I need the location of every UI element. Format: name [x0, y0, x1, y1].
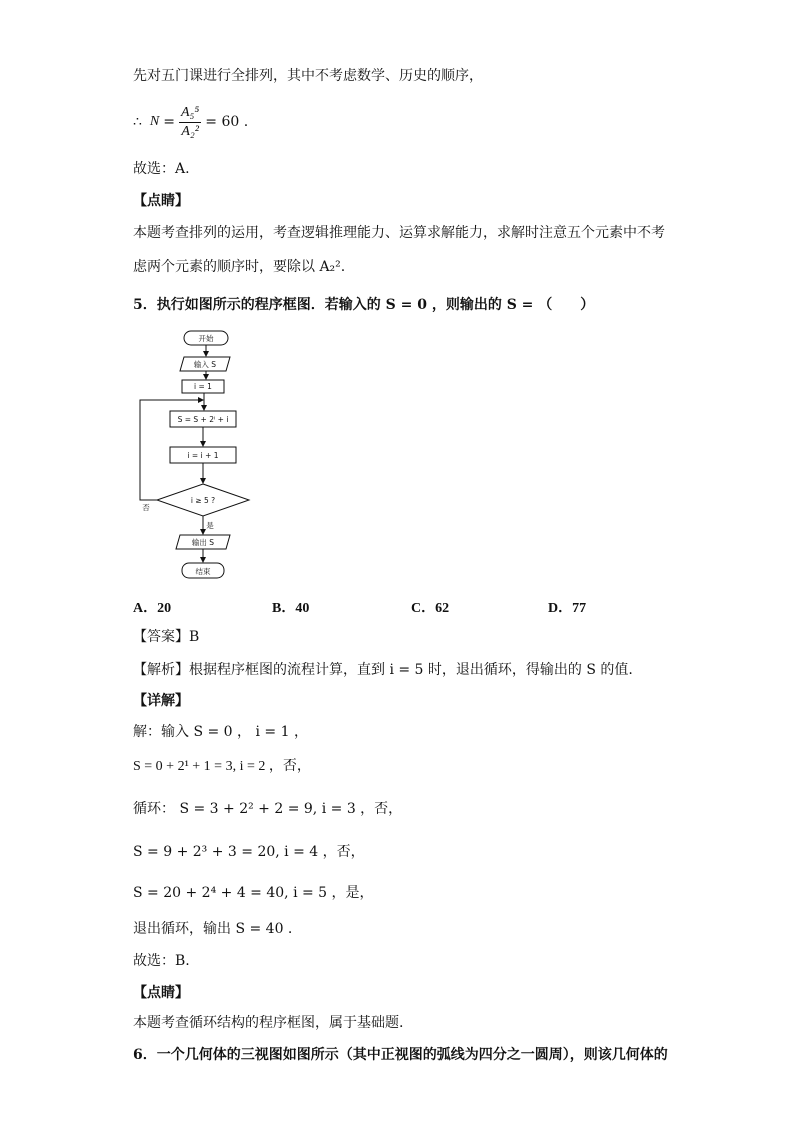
fraction-denominator: A₂²	[181, 123, 199, 139]
eq-equals: =	[163, 114, 175, 130]
answer-options	[133, 597, 693, 617]
update-s-label: S = S + 2ⁱ + i	[177, 415, 229, 424]
fraction	[179, 104, 201, 141]
start-label: 开始	[198, 334, 214, 343]
question-6: 6．一个几何体的三视图如图所示（其中正视图的弧线为四分之一圆周），则该几何体的	[133, 1047, 668, 1063]
equation-n	[133, 100, 248, 144]
end-label: 结束	[195, 567, 211, 576]
section-heading: 【点睛】	[133, 985, 189, 1001]
therefore-symbol: ∴	[133, 114, 142, 130]
solution-line: 解：输入 S = 0 ， i = 1 ，	[133, 724, 308, 740]
text-line: 虑两个元素的顺序时，要除以 A₂².	[133, 259, 346, 275]
section-heading: 【详解】	[133, 693, 189, 709]
input-label: 输入 S	[193, 360, 217, 369]
solution-line: S = 20 + 2⁴ + 4 = 40, i = 5 ，是，	[133, 885, 374, 901]
text-line: 先对五门课进行全排列，其中不考虑数学、历史的顺序，	[133, 68, 483, 84]
solution-line: S = 0 + 2¹ + 1 = 3, i = 2 ，否，	[133, 759, 311, 774]
text-line: 故选：A.	[133, 161, 190, 177]
solution-line: S = 9 + 2³ + 3 = 20, i = 4 ，否，	[133, 844, 365, 860]
output-label: 输出 S	[191, 538, 215, 547]
analysis-line: 【解析】根据程序框图的流程计算，直到 i = 5 时，退出循环，得输出的 S 的值.	[133, 662, 633, 678]
update-i-label: i = i + 1	[187, 451, 219, 460]
init-label: i = 1	[194, 382, 212, 391]
eq-variable: N	[149, 114, 160, 129]
yes-label: 是	[206, 521, 214, 530]
section-heading: 【点睛】	[133, 193, 189, 209]
solution-line: 循环： S = 3 + 2² + 2 = 9, i = 3 ，否，	[133, 801, 403, 817]
eq-result: = 60 .	[205, 114, 249, 130]
fraction-numerator: A₅⁵	[179, 104, 201, 123]
option-d: D．77	[548, 601, 587, 616]
solution-line: 退出循环，输出 S = 40 .	[133, 921, 293, 937]
question-5: 5．执行如图所示的程序框图．若输入的 S = 0 ，则输出的 S = （ ）	[133, 297, 595, 313]
text-line: 本题考查排列的运用，考查逻辑推理能力、运算求解能力，求解时注意五个元素中不考	[133, 225, 665, 241]
option-b: B．40	[272, 601, 310, 616]
no-label: 否	[142, 503, 150, 512]
flowchart	[130, 322, 270, 584]
condition-label: i ≥ 5 ?	[190, 496, 216, 505]
text-line: 故选：B.	[133, 953, 190, 969]
summary-line: 本题考查循环结构的程序框图，属于基础题.	[133, 1015, 404, 1031]
option-c: C．62	[411, 601, 450, 616]
answer-line: 【答案】B	[133, 629, 200, 645]
option-a: A．20	[133, 601, 172, 616]
